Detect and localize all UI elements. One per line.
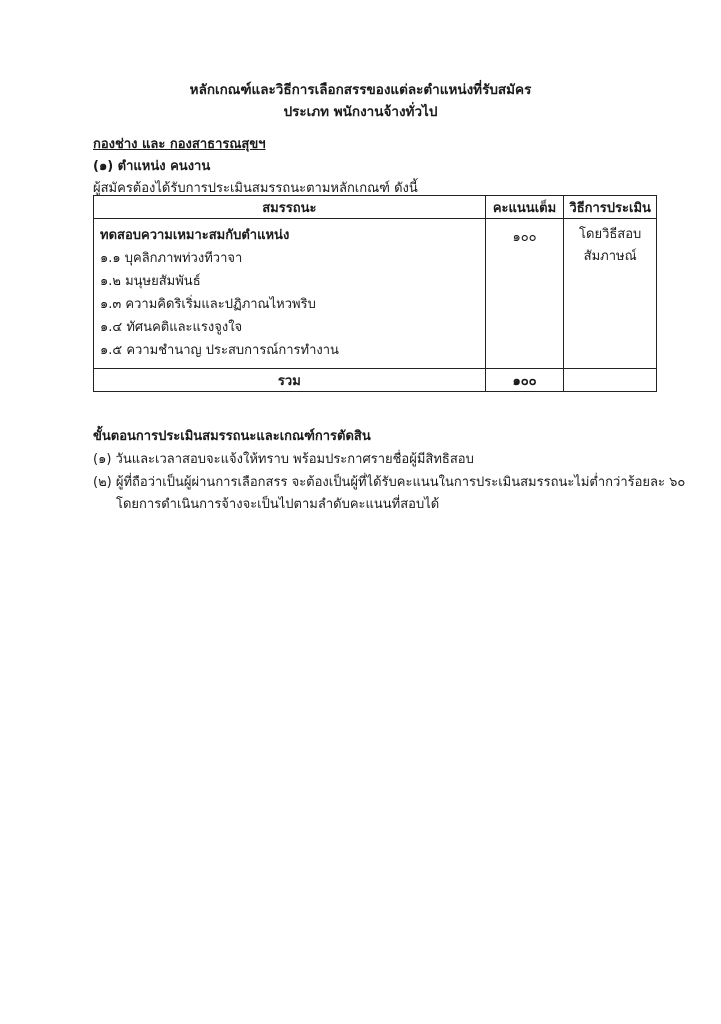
total-label: รวม: [94, 369, 486, 392]
total-row: [94, 369, 657, 392]
document-title: หลักเกณฑ์และวิธีการเลือกสรรของแต่ละตำแหน่งที่รับสมัคร: [189, 82, 532, 98]
sub-criterion: ๑.๒ มนุษยสัมพันธ์: [100, 274, 201, 289]
department-heading: กองช่าง และ กองสาธารณสุขฯ: [93, 137, 266, 152]
document-subtitle: ประเภท พนักงานจ้างทั่วไป: [283, 104, 438, 120]
total-score: ๑๐๐: [485, 369, 564, 392]
sub-criterion: ๑.๑ บุคลิกภาพท่วงทีวาจา: [100, 251, 243, 266]
procedure-step-1: (๑) วันและเวลาสอบจะแจ้งให้ทราบ พร้อมประกาศรายชื่อผู้มีสิทธิสอบ: [93, 452, 474, 467]
sub-criterion: ๑.๔ ทัศนคติและแรงจูงใจ: [100, 320, 243, 335]
criteria-table: [93, 195, 657, 392]
position-heading: (๑) ตำแหน่ง คนงาน: [93, 159, 211, 174]
sub-criterion: ๑.๕ ความชำนาญ ประสบการณ์การทำงาน: [100, 343, 339, 358]
table-row: [94, 219, 657, 369]
criteria-intro: ผู้สมัครต้องได้รับการประเมินสมรรถนะตามหลักเกณฑ์ ดังนี้: [93, 181, 418, 196]
sub-criterion: ๑.๓ ความคิดริเริ่มและปฏิภาณไหวพริบ: [100, 297, 316, 312]
full-score-cell: ๑๐๐: [485, 219, 564, 369]
competency-cell: [94, 219, 486, 369]
table-header-row: [94, 196, 657, 219]
header-method: วิธีการประเมิน: [564, 196, 657, 219]
header-competency: สมรรถนะ: [94, 196, 486, 219]
method-line: โดยวิธีสอบ: [579, 227, 642, 242]
main-criterion: ทดสอบความเหมาะสมกับตำแหน่ง: [100, 228, 290, 243]
procedure-heading: ขั้นตอนการประเมินสมรรถนะและเกณฑ์การตัดสิน: [93, 429, 371, 444]
procedure-step-2: (๒) ผู้ที่ถือว่าเป็นผู้ผ่านการเลือกสรร จะต้องเป็นผู้ที่ได้รับคะแนนในการประเมินสมรรถนะไม่ต่ำกว่าร้อยละ ๖๐: [93, 475, 686, 490]
method-line: สัมภาษณ์: [583, 249, 637, 264]
procedure-step-2-continued: โดยการดำเนินการจ้างจะเป็นไปตามลำดับคะแนนที่สอบได้: [116, 497, 440, 512]
total-empty-cell: [564, 369, 657, 392]
header-full-score: คะแนนเต็ม: [485, 196, 564, 219]
method-cell: [564, 219, 657, 369]
